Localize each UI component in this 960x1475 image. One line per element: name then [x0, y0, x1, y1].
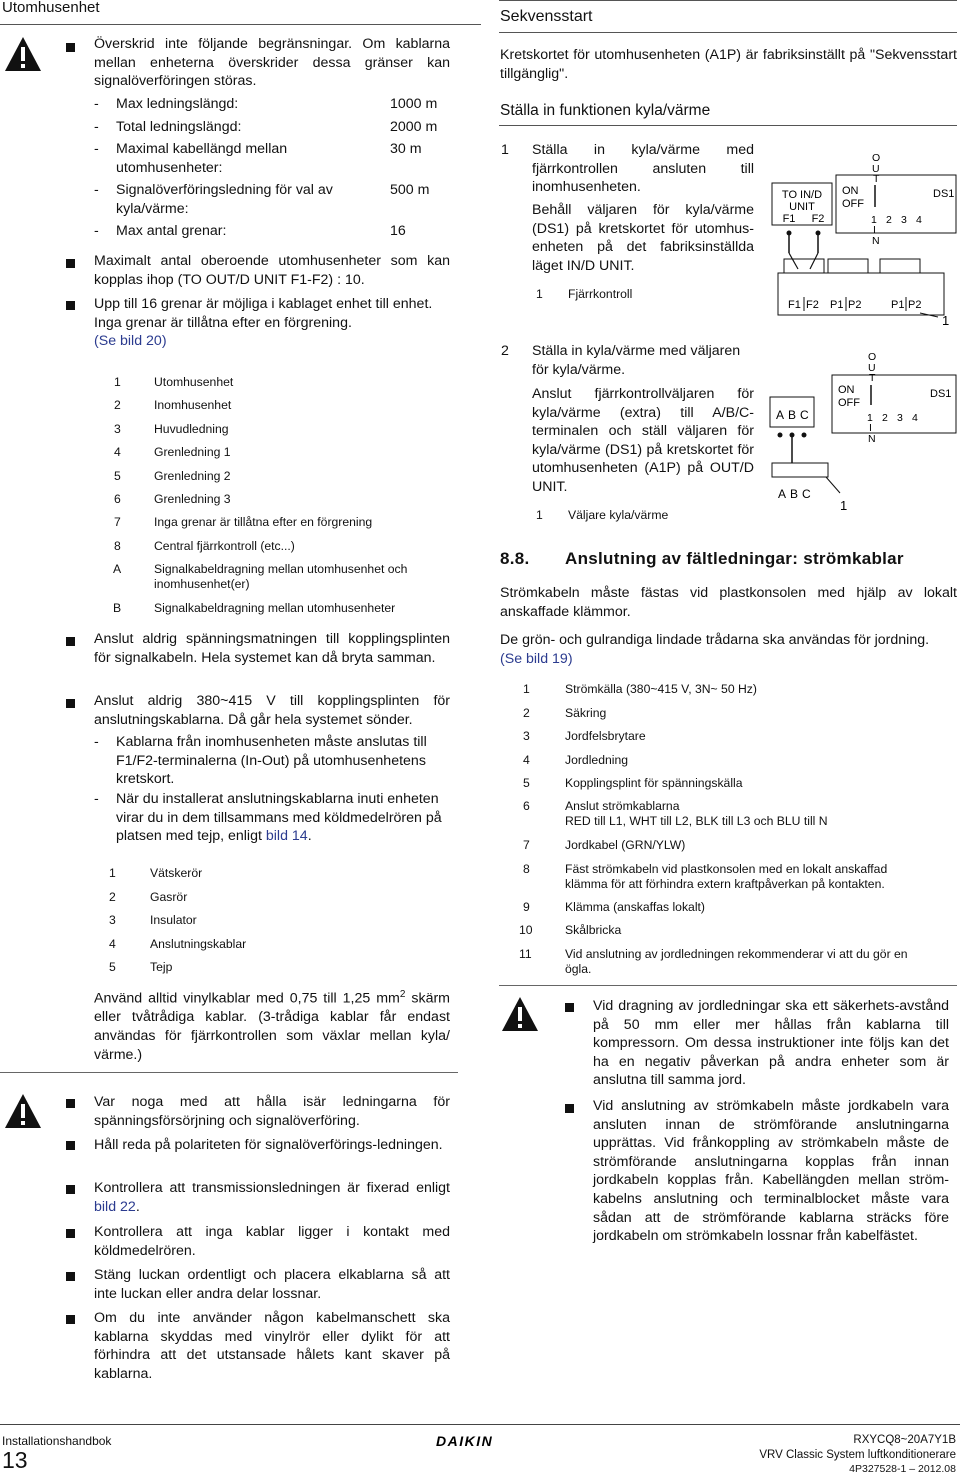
wrap-text: När du installerat anslutningskablarna inuti enheten virar du in dem tillsammans med köldmedelrören på platsen med tejp, enligt bild 14.	[116, 791, 442, 845]
svg-text:T: T	[869, 372, 876, 384]
signal-power-warning: Anslut aldrig spänningsmatningen till kopplingsplinten för signalkabeln. Hela systemet kan då bryta samman.	[94, 631, 450, 666]
ds1-label: DS1	[933, 188, 955, 200]
legend-text: Inomhusenhet	[154, 398, 232, 412]
branch-text: Upp till 16 grenar är möjliga i kablaget enhet till enhet. Inga grenar är tillåtna efter en förgrening.	[94, 296, 433, 331]
step1-text: Ställa in kyla/värme med fjärrkontrollen ansluten till inomhusenheten.	[532, 142, 754, 196]
step1-detail: Behåll väljaren för kyla/värme (DS1) på kretskortet för utomhus-enheten på det fabriksinställda läget IN/D UNIT.	[532, 202, 754, 274]
callout-1: 1	[840, 498, 848, 513]
svg-text:OFF: OFF	[838, 397, 860, 409]
column-top-rule	[499, 0, 957, 1]
svg-text:U: U	[868, 362, 876, 374]
dash: -	[94, 223, 99, 239]
section-title: Anslutning av fältledningar: strömkablar	[565, 549, 904, 568]
bullet	[66, 259, 75, 268]
limit-label: Max antal grenar:	[116, 223, 227, 239]
legend-text: Inga grenar är tillåtna efter en förgrening	[154, 515, 373, 529]
legend-text: Signalkabeldragning mellan utomhusenheter	[154, 601, 396, 615]
svg-text:C: C	[802, 487, 811, 501]
divider	[499, 985, 957, 986]
limit-value: 16	[390, 223, 406, 239]
legend-text: Utomhusenhet	[154, 375, 234, 389]
legend-num: B	[113, 601, 122, 615]
dash: -	[94, 791, 99, 807]
remote-control-wiring-diagram	[770, 145, 960, 330]
svg-text:O: O	[868, 351, 877, 363]
legend-text: Insulator	[150, 913, 197, 927]
close-lid-text: Stäng luckan ordentligt och placera elkablarna så att inte luckan eller andra delar lossnar.	[94, 1267, 450, 1302]
limit-value: 2000 m	[390, 119, 438, 135]
daikin-logo: DAIKIN	[436, 1433, 494, 1449]
separate-wires-text: Var noga med att hålla isär ledningarna för spänningsförsörjning och signalöverföring.	[94, 1094, 450, 1129]
svg-text:A: A	[776, 408, 785, 422]
bullet	[66, 1229, 75, 1238]
svg-text:B: B	[788, 408, 797, 422]
svg-text:U: U	[872, 163, 880, 175]
legend-num: A	[113, 562, 122, 576]
svg-text:P1: P1	[830, 299, 844, 311]
to-indunit-label: UNIT	[789, 201, 815, 213]
legend-num: 3	[109, 913, 116, 927]
svg-text:F2: F2	[806, 299, 819, 311]
svg-text:N: N	[872, 235, 880, 247]
model-number: RXYCQ8~20A7Y1B	[853, 1434, 956, 1446]
bullet	[66, 1315, 75, 1324]
cool-heat-selector-diagram	[768, 345, 960, 515]
on-label: ON	[842, 185, 859, 197]
legend-num: 1	[109, 866, 116, 880]
bullet	[66, 1141, 75, 1150]
page-number: 13	[2, 1447, 28, 1473]
cable-sleeve-text: Om du inte använder någon kabelmanschett ska kablarna skyddas med vinylrör eller dylikt för att förhindra att det utstansade hålets kant skaver på kablarna.	[94, 1310, 450, 1382]
heading-rule	[0, 24, 481, 25]
legend-num: 3	[114, 422, 121, 436]
sequence-text: Kretskortet för utomhusenheten (A1P) är fabriksinställt på "Sekvensstart tillgänglig".	[500, 47, 957, 82]
legend-num: 8	[114, 539, 121, 553]
svg-text:4: 4	[916, 214, 922, 226]
bullet	[66, 1272, 75, 1281]
earth-connection-order-text: Vid anslutning av strömkabeln måste jordkabeln vara ansluten innan de strömförande anslutningarna upprättas. Vid frånkoppling av strömkabeln måste de strömförande anslutningarna kopplas från innan jordkabeln kopplas från. Kabellängden mellan ström-kabelns anslutning och terminalblocket måste vara sådan att de strömförande kablarna sträcks före jordkabeln om strömkabeln lossnar från kabelfästet.	[593, 1098, 949, 1245]
svg-text:4: 4	[912, 412, 918, 424]
footer-rule	[0, 1424, 960, 1425]
bullet	[565, 1104, 574, 1113]
legend-text: Fjärrkontroll	[568, 287, 633, 301]
doc-title: Installationshandbok	[2, 1434, 112, 1448]
sekvensstart-heading: Sekvensstart	[500, 8, 593, 25]
bullet	[66, 301, 75, 310]
fig20-link[interactable]: (Se bild 20)	[94, 333, 167, 349]
earthing-text: De grön- och gulrandiga lindade trådarna ska användas för jordning. (Se bild 19)	[500, 632, 930, 667]
section-heading-utomhusenhet: Utomhusenhet	[2, 0, 100, 16]
warning-icon	[501, 996, 539, 1032]
fig14-link[interactable]: bild 14	[265, 828, 308, 845]
legend-num: 6	[114, 492, 121, 506]
step-number: 1	[501, 142, 509, 158]
legend-num: 1	[536, 508, 543, 522]
series-name: VRV Classic System luftkonditionerare	[759, 1449, 956, 1461]
legend-num: 1	[114, 375, 121, 389]
svg-text:P1: P1	[891, 299, 905, 311]
limits-intro: Överskrid inte följande begränsningar. Om kablarna mellan enheterna överskrider dessa gränser kan signalöverföringen störas.	[94, 36, 450, 90]
step2-text: Ställa in kyla/värme med väljaren för kyla/värme.	[532, 343, 741, 378]
vinyl-text: Använd alltid vinylkablar med 0,75 till 1,25 $mm^2$ skärm eller tvåtrådiga kablar. (3-trådiga kablar får endast användas för fjärrkontrollen som växlar mellan kyla/ värme.)	[94, 989, 450, 1063]
step-number: 2	[501, 343, 509, 359]
svg-text:P2: P2	[908, 299, 922, 311]
legend-text: Väljare kyla/värme	[568, 508, 669, 522]
legend-num: 2	[114, 398, 121, 412]
bullet	[66, 1099, 75, 1108]
limit-label: Max ledningslängd:	[116, 96, 239, 112]
fig19-link[interactable]: (Se bild 19)	[500, 650, 573, 667]
bullet	[66, 637, 75, 646]
heading-rule	[499, 125, 957, 126]
limit-label: Total ledningslängd:	[116, 119, 242, 135]
to-indunit-label: TO IN/D	[781, 189, 823, 201]
svg-text:O: O	[872, 152, 881, 164]
legend-text: Central fjärrkontroll (etc...)	[154, 539, 295, 553]
warning-icon	[4, 36, 42, 72]
earth-distance-text: Vid dragning av jordledningar ska ett säkerhets-avstånd på 50 mm eller mer hållas från kablarna till kompressorn. Om dessa instruktioner inte följs kan det ha en negativ påverkan på andra enheter som är anslutna till samma jord.	[593, 998, 949, 1089]
svg-text:3: 3	[897, 412, 903, 424]
svg-text:T: T	[873, 173, 880, 185]
divider	[0, 1072, 458, 1073]
legend-text: Grenledning 2	[154, 469, 231, 483]
f2-label: F2	[811, 213, 825, 225]
warning-icon	[4, 1093, 42, 1129]
dash: -	[94, 141, 99, 157]
f1-label: F1	[782, 213, 796, 225]
off-label: OFF	[842, 198, 864, 210]
legend-text: Vätskerör	[150, 866, 203, 880]
svg-text:I: I	[869, 422, 872, 434]
svg-text:2: 2	[886, 214, 892, 226]
limit-value: 500 m	[390, 182, 430, 198]
voltage-warning: Anslut aldrig 380~415 V till kopplingsplinten för anslutningskablarna. Då går hela systemet sönder.	[94, 693, 450, 728]
legend-num: 7	[114, 515, 121, 529]
limit-value: 1000 m	[390, 96, 438, 112]
svg-text:N: N	[868, 433, 876, 445]
indoor-cable-text: Kablarna från inomhusenheten måste anslutas till F1/F2-terminalerna (In-Out) på utomhusenhetens kretskort.	[116, 734, 427, 788]
function-heading: Ställa in funktionen kyla/värme	[500, 102, 711, 119]
bullet	[565, 1003, 574, 1012]
polarity-text: Håll reda på polariteten för signalöverförings-ledningen.	[94, 1137, 443, 1153]
legend-num: 4	[109, 937, 116, 951]
legend-text: Gasrör	[150, 890, 188, 904]
dash: -	[94, 96, 99, 112]
legend-num: 2	[109, 890, 116, 904]
dash: -	[94, 734, 99, 750]
max-units-text: Maximalt antal oberoende utomhusenheter som kan kopplas ihop (TO OUT/D UNIT F1-F2) : 10.	[94, 253, 450, 288]
callout-1: 1	[942, 313, 950, 328]
svg-text:2: 2	[882, 412, 888, 424]
legend-text: Anslutningskablar	[150, 937, 247, 951]
section-number: 8.8.	[500, 549, 530, 568]
refrigerant-contact-text: Kontrollera att inga kablar ligger i kontakt med köldmedelrören.	[94, 1224, 450, 1259]
legend-num: 1	[536, 287, 543, 301]
fig22-link[interactable]: bild 22	[94, 1198, 136, 1215]
legend-num: 5	[114, 469, 121, 483]
svg-text:3: 3	[901, 214, 907, 226]
bullet	[66, 699, 75, 708]
svg-text:1: 1	[871, 214, 877, 226]
svg-text:A: A	[778, 487, 787, 501]
power-cable-text: Strömkabeln måste fästas vid plastkonsolen med hjälp av lokalt anskaffade klämmor.	[500, 585, 957, 620]
limit-label: Maximal kabellängd mellan utomhusenheter:	[116, 141, 288, 176]
fixed-text: Kontrollera att transmissionsledningen är fixerad enligt bild 22.	[94, 1180, 450, 1215]
dash: -	[94, 182, 99, 198]
svg-text:I: I	[873, 224, 876, 236]
doc-code: 4P327528-1 – 2012.08	[849, 1463, 956, 1475]
step2-detail: Anslut fjärrkontrollväljaren för kyla/värme (extra) till A/B/C-terminalen och ställ väljaren för kyla/värme (DS1) på kretskortet för utomhusenheten (A1P) på OUT/D UNIT.	[532, 386, 754, 495]
legend-text: Grenledning 3	[154, 492, 231, 506]
legend-text: Signalkabeldragning mellan utomhusenhet och inomhusenhet(er)	[154, 562, 408, 591]
svg-text:DS1: DS1	[930, 388, 952, 400]
dash: -	[94, 119, 99, 135]
heading-rule	[499, 32, 957, 33]
legend-text: Grenledning 1	[154, 445, 231, 459]
svg-text:ON: ON	[838, 384, 855, 396]
svg-text:1: 1	[867, 412, 873, 424]
legend-text: Huvudledning	[154, 422, 229, 436]
limit-label: Signalöverföringsledning för val av kyla/värme:	[116, 182, 333, 217]
svg-text:B: B	[790, 487, 799, 501]
svg-text:F1: F1	[788, 299, 801, 311]
svg-text:P2: P2	[848, 299, 862, 311]
legend-text: Tejp	[150, 960, 173, 974]
bullet	[66, 43, 75, 52]
legend-num: 5	[109, 960, 116, 974]
legend-num: 4	[114, 445, 121, 459]
limit-value: 30 m	[390, 141, 422, 157]
svg-text:C: C	[800, 408, 809, 422]
bullet	[66, 1185, 75, 1194]
